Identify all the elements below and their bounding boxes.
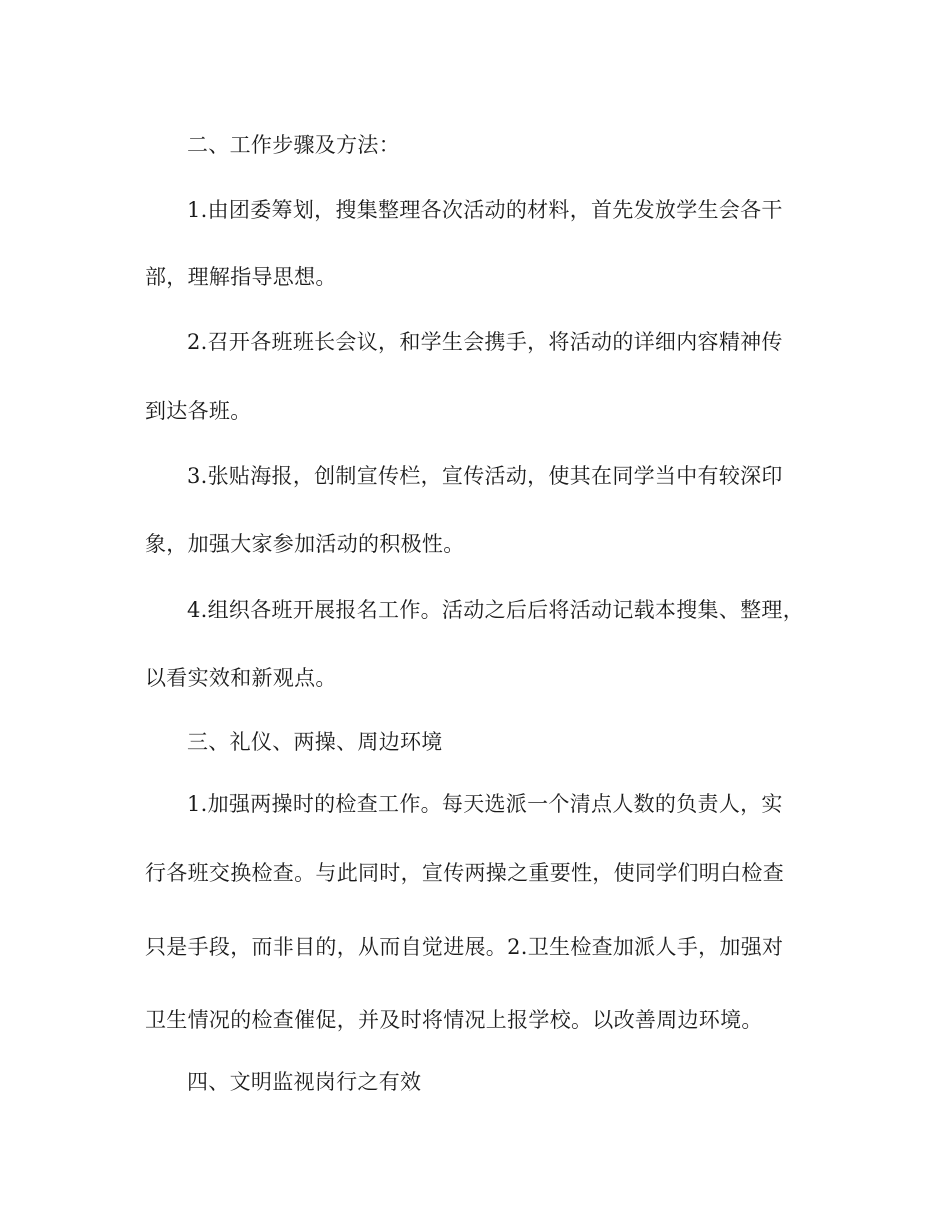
paragraph-line: 部，理解指导思想。 [145, 265, 337, 289]
section-heading-civility: 四、文明监视岗行之有效 [187, 1070, 422, 1094]
paragraph-line: 行各班交换检查。与此同时，宣传两操之重要性，使同学们明白检查 [145, 861, 784, 885]
paragraph-line: 以看实效和新观点。 [145, 666, 337, 690]
paragraph-line: 1.由团委筹划，搜集整理各次活动的材料，首先发放学生会各干 [187, 198, 783, 222]
paragraph-line: 2.召开各班班长会议，和学生会携手，将活动的详细内容精神传 [187, 330, 783, 354]
paragraph-line: 1.加强两操时的检查工作。每天选派一个清点人数的负责人，实 [187, 792, 783, 816]
paragraph-line: 象，加强大家参加活动的积极性。 [145, 532, 465, 556]
paragraph-line: 到达各班。 [145, 399, 252, 423]
section-heading-etiquette: 三、礼仪、两操、周边环境 [187, 730, 443, 754]
paragraph-line: 只是手段，而非目的，从而自觉进展。2.卫生检查加派人手，加强对 [145, 935, 784, 959]
section-heading-work-steps: 二、工作步骤及方法： [187, 133, 400, 157]
paragraph-line: 卫生情况的检查催促，并及时将情况上报学校。以改善周边环境。 [145, 1008, 763, 1032]
paragraph-line: 4.组织各班开展报名工作。活动之后后将活动记载本搜集、整理， [187, 598, 805, 622]
paragraph-line: 3.张贴海报，创制宣传栏，宣传活动，使其在同学当中有较深印 [187, 464, 783, 488]
